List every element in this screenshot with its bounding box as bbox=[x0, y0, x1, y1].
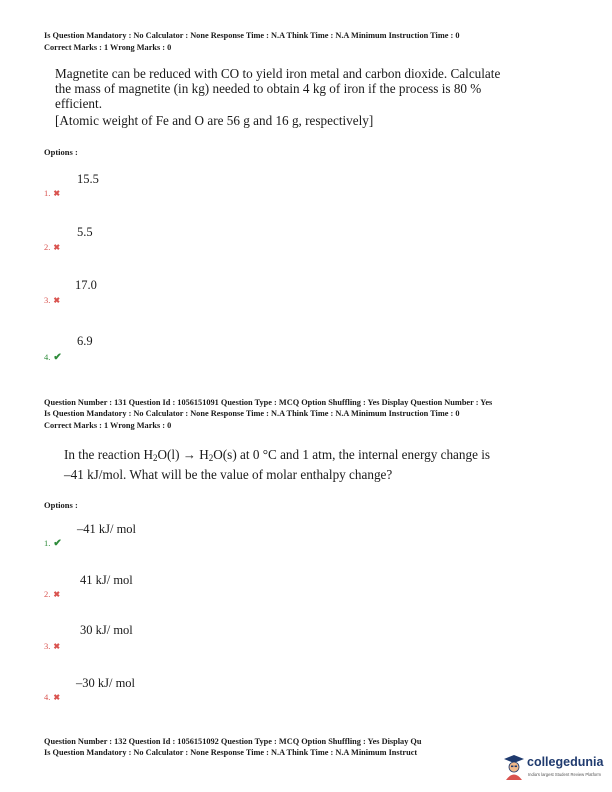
cross-icon: ✖ bbox=[53, 693, 61, 702]
cross-icon: ✖ bbox=[53, 189, 61, 198]
q2-text-line1: In the reaction $H_2O(l) \to H_2O(s)$ at 0 °C and 1 atm, the internal energy change is bbox=[64, 447, 491, 463]
q2-meta-line1: Question Number : 131 Question Id : 1056151091 Question Type : MCQ Option Shuffling : Yes Display Question Number : Yes bbox=[44, 398, 493, 407]
cross-icon: ✖ bbox=[53, 296, 61, 305]
q2-option-4-value: –30 kJ/ mol bbox=[76, 676, 136, 690]
q1-option-4-value: 6.9 bbox=[77, 334, 93, 348]
q2-option-1-value: –41 kJ/ mol bbox=[77, 522, 137, 536]
q1-option-4-marker: 4. ✔ bbox=[44, 352, 62, 363]
collegedunia-logo bbox=[503, 752, 607, 786]
check-icon: ✔ bbox=[53, 352, 62, 363]
q1-option-1-marker: 1. ✖ bbox=[44, 188, 61, 198]
check-icon: ✔ bbox=[53, 538, 62, 549]
q1-text-line4: [Atomic weight of Fe and O are 56 g and 16 g, respectively] bbox=[55, 113, 374, 128]
q2-text-line2: –41 kJ/mol. What will be the value of molar enthalpy change? bbox=[64, 467, 393, 482]
cross-icon: ✖ bbox=[53, 642, 61, 651]
q2-options-label: Options : bbox=[44, 500, 78, 510]
q2-option-3-marker: 3. ✖ bbox=[44, 641, 61, 651]
q1-option-2-value: 5.5 bbox=[77, 225, 93, 239]
q3-meta-line1: Question Number : 132 Question Id : 1056151092 Question Type : MCQ Option Shuffling : Yes Display Qu bbox=[44, 737, 422, 746]
q2-option-2-marker: 2. ✖ bbox=[44, 589, 61, 599]
q2-meta-line2: Is Question Mandatory : No Calculator : None Response Time : N.A Think Time : N.A Minimum Instruction Time : 0 bbox=[44, 409, 460, 418]
q1-meta-line1: Is Question Mandatory : No Calculator : None Response Time : N.A Think Time : N.A Minimum Instruction Time : 0 bbox=[44, 31, 460, 40]
q2-option-1-marker: 1. ✔ bbox=[44, 538, 62, 549]
q1-option-3-marker: 3. ✖ bbox=[44, 295, 61, 305]
q1-option-2-marker: 2. ✖ bbox=[44, 242, 61, 252]
logo-tagline: India's largest Student Review Platform bbox=[528, 772, 601, 777]
q2-option-2-value: 41 kJ/ mol bbox=[80, 573, 133, 587]
graduate-icon bbox=[503, 754, 525, 780]
q1-text-line1: Magnetite can be reduced with CO to yield iron metal and carbon dioxide. Calculate bbox=[55, 66, 501, 81]
q2-option-3-value: 30 kJ/ mol bbox=[80, 623, 133, 637]
q1-options-label: Options : bbox=[44, 147, 78, 157]
q1-text-line3: efficient. bbox=[55, 96, 102, 111]
q2-option-4-marker: 4. ✖ bbox=[44, 692, 61, 702]
q1-option-3-value: 17.0 bbox=[75, 278, 97, 292]
cross-icon: ✖ bbox=[53, 243, 61, 252]
cross-icon: ✖ bbox=[53, 590, 61, 599]
logo-name: collegedunia bbox=[527, 755, 604, 769]
q1-text-line2: the mass of magnetite (in kg) needed to obtain 4 kg of iron if the process is 80 % bbox=[55, 81, 482, 96]
q1-option-1-value: 15.5 bbox=[77, 172, 99, 186]
q1-meta-line2: Correct Marks : 1 Wrong Marks : 0 bbox=[44, 43, 172, 52]
q2-meta-line3: Correct Marks : 1 Wrong Marks : 0 bbox=[44, 421, 172, 430]
q3-meta-line2: Is Question Mandatory : No Calculator : None Response Time : N.A Think Time : N.A Minimum Instruct bbox=[44, 748, 418, 757]
